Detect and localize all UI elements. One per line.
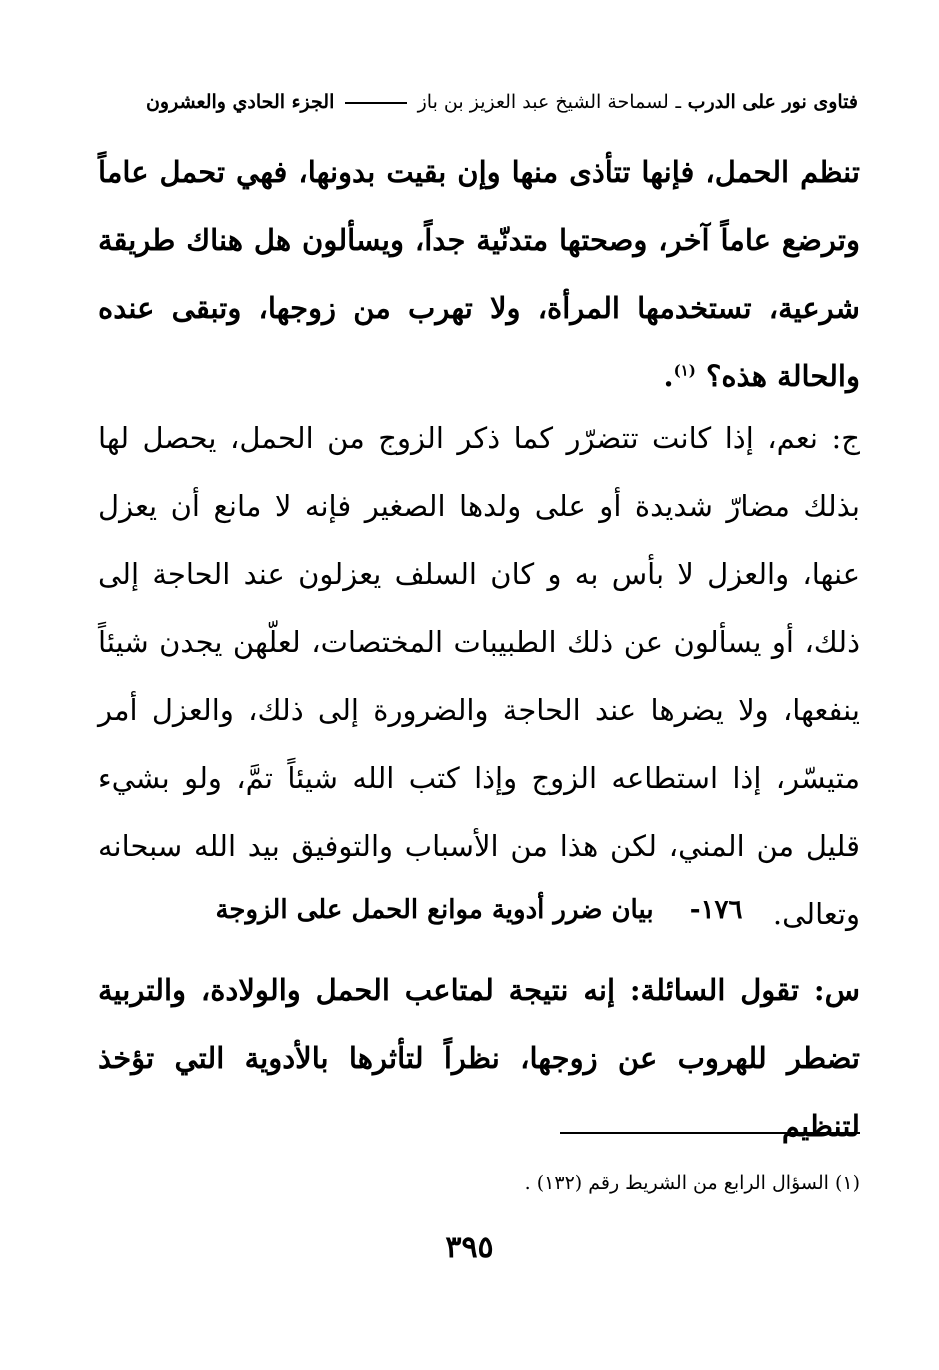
footnote — [98, 1168, 860, 1198]
page-number: ٣٩٥ — [445, 1230, 494, 1265]
footnote-text: (١) السؤال الرابع من الشريط رقم (١٣٢) . — [524, 1172, 860, 1194]
footnote-divider — [560, 1132, 860, 1134]
book-title: فتاوى نور على الدرب — [687, 91, 858, 113]
answer-paragraph — [98, 404, 860, 948]
question-continued-text: تنظم الحمل، فإنها تتأذى منها وإن بقيت بدونها، فهي تحمل عاماً وترضع عاماً آخر، وصحتها متدنّية جداً، ويسألون هل هناك طريقة شرعية، تستخدمها المرأة، ولا تهرب من زوجها، وتبقى عنده والحالة هذه؟ — [98, 155, 861, 393]
sentence-end: . — [663, 359, 674, 393]
running-header: فتاوى نور على الدرب ـ لسماحة الشيخ عبد العزيز بن باز الجزء الحادي والعشرون — [145, 91, 858, 113]
question-continued-paragraph — [98, 138, 860, 410]
section-heading — [98, 888, 860, 932]
question-text: س: تقول السائلة: إنه نتيجة لمتاعب الحمل والولادة، والتربية تضطر للهروب عن زوجها، نظراً لتأثرها بالأدوية التي تؤخذ لتنظيم — [98, 973, 860, 1143]
author-name: لسماحة الشيخ عبد العزيز بن باز — [417, 91, 669, 113]
answer-text: ج: نعم، إذا كانت تتضرّر كما ذكر الزوج من الحمل، يحصل لها بذلك مضارّ شديدة أو على ولدها الصغير فإنه لا مانع أن يعزل عنها، والعزل لا بأس به و كان السلف يعزلون عند الحاجة إلى ذلك، أو يسألون عن ذلك الطبيبات المختصات، لعلّهن يجدن شيئاً ينفعها، ولا يضرها عند الحاجة والضرورة إلى ذلك، والعزل أمر متيسّر، إذا استطاعه الزوج وإذا كتب الله شيئاً تمَّ، ولو بشيء قليل من المني، لكن هذا من الأسباب والتوفيق بيد الله سبحانه وتعالى. — [98, 421, 860, 931]
header-separator — [345, 102, 407, 104]
footnote-reference[interactable]: (١) — [673, 361, 696, 380]
section-number: ١٧٦- — [689, 895, 743, 925]
volume-label: الجزء الحادي والعشرون — [145, 91, 335, 113]
question-paragraph — [98, 956, 860, 1160]
section-title: بيان ضرر أدوية موانع الحمل على الزوجة — [215, 895, 654, 925]
